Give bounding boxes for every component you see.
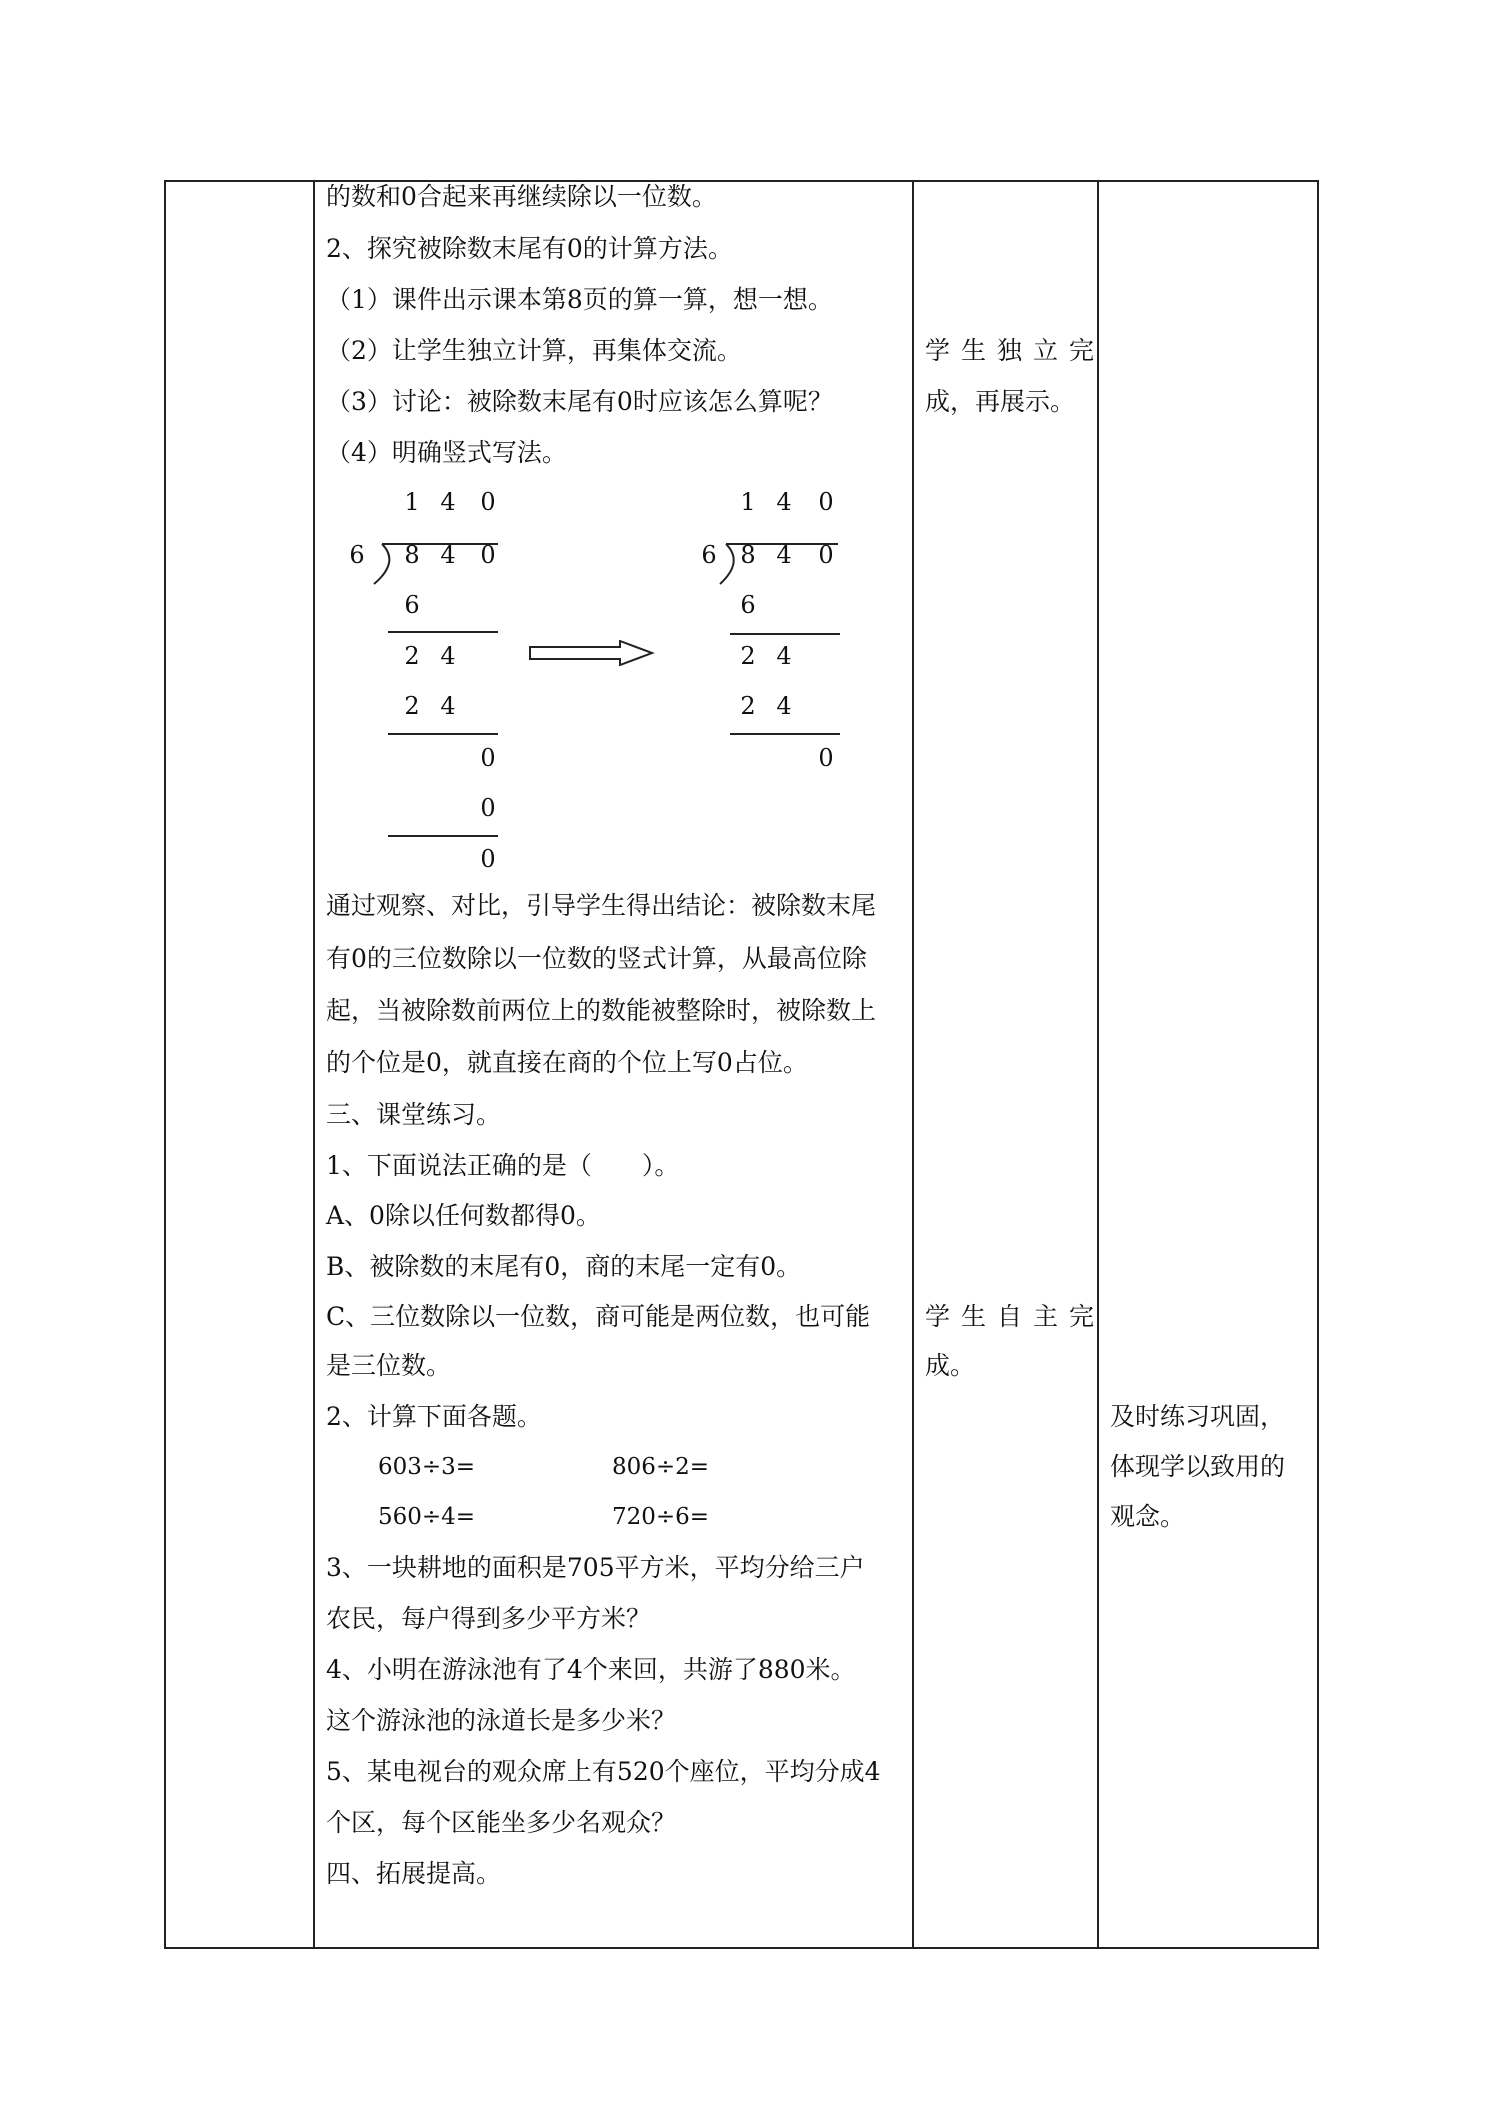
conclusion-line: 通过观察、对比，引导学生得出结论：被除数末尾 xyxy=(326,891,877,920)
student-note-line: 成。 xyxy=(925,1351,976,1380)
remainder-digit: 2 xyxy=(740,642,756,670)
problem-line: 4、小明在游泳池有了4个来回，共游了880米。 xyxy=(326,1655,856,1684)
table-col-divider-3 xyxy=(1097,180,1099,1949)
zero-digit: 0 xyxy=(480,744,496,772)
remainder-digit: 4 xyxy=(776,642,792,670)
student-note-line: 学生独立完 xyxy=(925,336,1106,365)
quotient-digit: 0 xyxy=(818,488,834,516)
content-line: （4）明确竖式写法。 xyxy=(326,438,567,467)
dividend-digit: 4 xyxy=(440,541,456,569)
problem-line: 农民，每户得到多少平方米？ xyxy=(326,1604,652,1633)
intent-note-line: 体现学以致用的 xyxy=(1110,1452,1286,1481)
student-note-line: 成，再展示。 xyxy=(925,387,1076,416)
problem-line: 3、一块耕地的面积是705平方米，平均分给三户 xyxy=(326,1553,865,1582)
step-digit: 4 xyxy=(776,692,792,720)
conclusion-line: 有0的三位数除以一位数的竖式计算，从最高位除 xyxy=(326,944,867,973)
practice-line: 2、计算下面各题。 xyxy=(326,1402,542,1431)
exercise-item: 806÷2= xyxy=(612,1454,710,1480)
step-digit: 6 xyxy=(404,591,420,619)
conclusion-line: 的个位是0，就直接在商的个位上写0占位。 xyxy=(326,1048,808,1077)
remainder-digit: 2 xyxy=(404,642,420,670)
dividend-digit: 0 xyxy=(818,541,834,569)
division-rule xyxy=(730,633,840,635)
division-rule xyxy=(388,733,498,735)
exercise-item: 603÷3= xyxy=(378,1454,476,1480)
step-digit: 6 xyxy=(740,591,756,619)
intent-note-line: 及时练习巩固， xyxy=(1110,1402,1286,1431)
right-arrow-icon xyxy=(528,640,656,666)
table-right-border xyxy=(1317,180,1319,1949)
quotient-digit: 4 xyxy=(440,488,456,516)
quotient-digit: 0 xyxy=(480,488,496,516)
section-heading: 三、课堂练习。 xyxy=(326,1100,502,1129)
problem-line: 5、某电视台的观众席上有520个座位，平均分成4 xyxy=(326,1757,881,1786)
dividend-digit: 8 xyxy=(740,541,756,569)
practice-line: B、被除数的末尾有0，商的末尾一定有0。 xyxy=(326,1252,802,1281)
exercise-item: 560÷4= xyxy=(378,1504,476,1530)
divisor: 6 xyxy=(701,541,717,569)
intent-note-line: 观念。 xyxy=(1110,1502,1186,1531)
section-heading: 四、拓展提高。 xyxy=(326,1859,502,1888)
division-rule xyxy=(388,835,498,837)
divisor: 6 xyxy=(349,541,365,569)
student-note-line: 学生自主完 xyxy=(925,1302,1106,1331)
step-digit: 2 xyxy=(404,692,420,720)
quotient-digit: 1 xyxy=(740,488,756,516)
table-col-divider-2 xyxy=(912,180,914,1949)
remainder-digit: 4 xyxy=(440,642,456,670)
conclusion-line: 起，当被除数前两位上的数能被整除时，被除数上 xyxy=(326,996,877,1025)
practice-line: 是三位数。 xyxy=(326,1351,452,1380)
quotient-digit: 1 xyxy=(404,488,420,516)
problem-line: 个区，每个区能坐多少名观众？ xyxy=(326,1808,677,1837)
division-rule xyxy=(388,631,498,633)
content-line: 2、探究被除数末尾有0的计算方法。 xyxy=(326,234,733,263)
quotient-digit: 4 xyxy=(776,488,792,516)
division-rule xyxy=(730,733,840,735)
table-col-divider-1 xyxy=(313,180,315,1949)
content-line: （3）讨论：被除数末尾有0时应该怎么算呢？ xyxy=(326,387,833,416)
zero-digit: 0 xyxy=(480,845,496,873)
table-bottom-border xyxy=(164,1947,1319,1949)
content-line: （1）课件出示课本第8页的算一算，想一想。 xyxy=(326,285,833,314)
problem-line: 这个游泳池的泳道长是多少米？ xyxy=(326,1706,677,1735)
practice-line: A、0除以任何数都得0。 xyxy=(326,1201,601,1230)
table-left-border xyxy=(164,180,166,1949)
content-line: （2）让学生独立计算，再集体交流。 xyxy=(326,336,742,365)
step-digit: 2 xyxy=(740,692,756,720)
practice-line: C、三位数除以一位数，商可能是两位数，也可能 xyxy=(326,1302,871,1331)
zero-digit: 0 xyxy=(480,794,496,822)
exercise-item: 720÷6= xyxy=(612,1504,710,1530)
zero-digit: 0 xyxy=(818,744,834,772)
dividend-digit: 8 xyxy=(404,541,420,569)
content-line: 的数和0合起来再继续除以一位数。 xyxy=(326,182,717,211)
step-digit: 4 xyxy=(440,692,456,720)
dividend-digit: 4 xyxy=(776,541,792,569)
dividend-digit: 0 xyxy=(480,541,496,569)
practice-line: 1、下面说法正确的是（ ）。 xyxy=(326,1151,680,1180)
